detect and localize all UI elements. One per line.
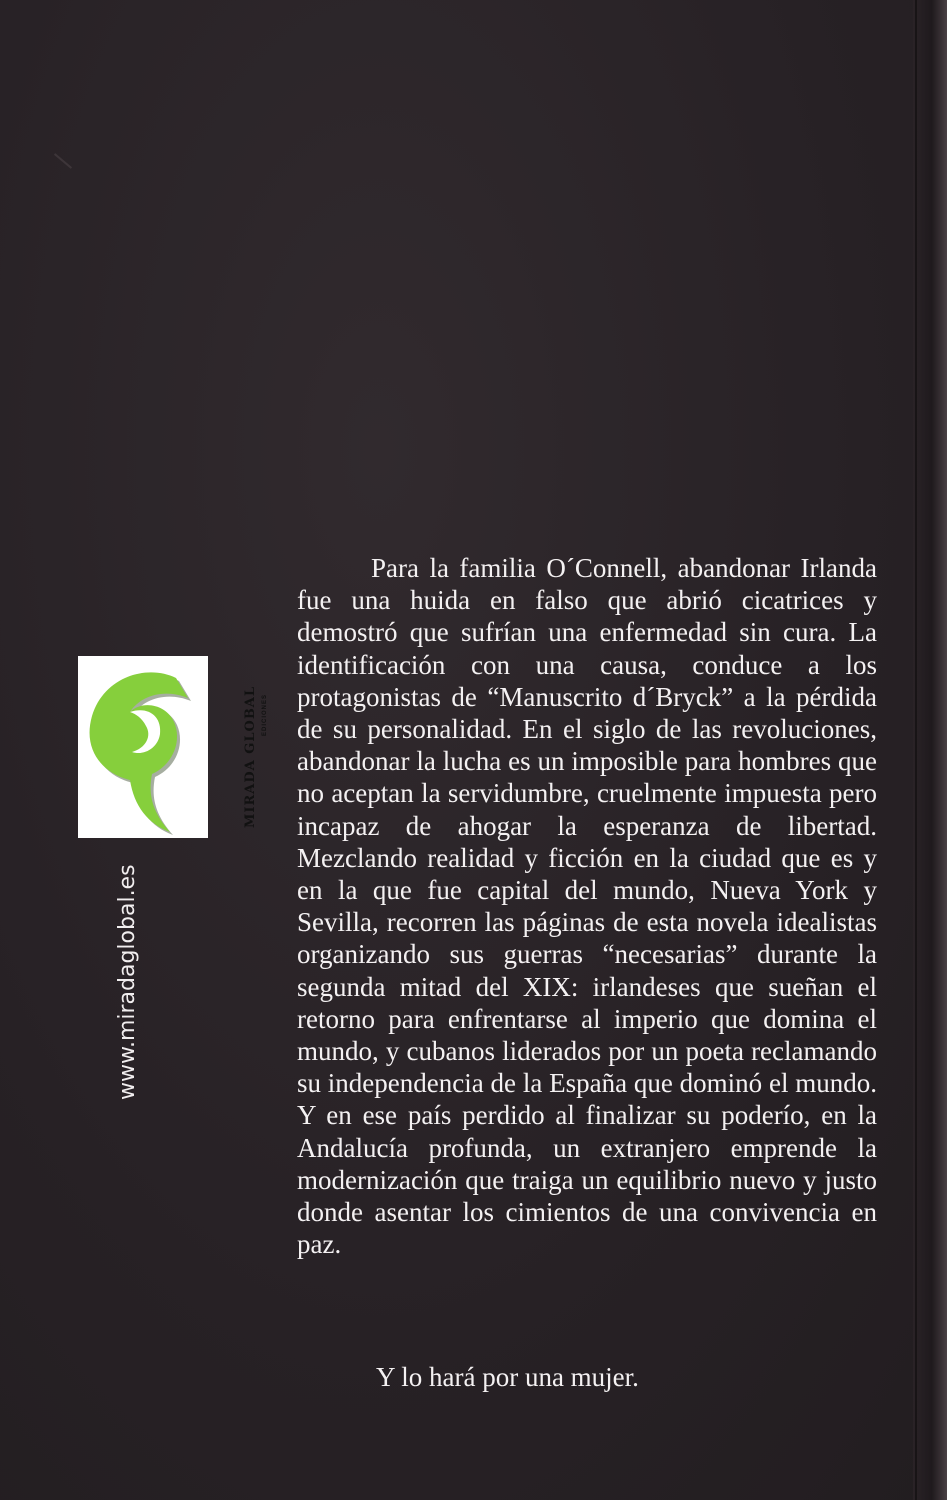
spine-fold-line — [915, 0, 917, 1500]
green-comma-swirl-logo-icon — [78, 656, 208, 838]
publisher-name: MIRADA GLOBAL EDICIONES — [244, 668, 274, 828]
publisher-website: www.miradaglobal.es — [115, 864, 140, 1100]
closing-line: Y lo hará por una mujer. — [376, 1362, 639, 1392]
publisher-subtitle: EDICIONES — [262, 693, 268, 736]
book-spine-edge — [913, 0, 947, 1500]
synopsis-text — [297, 552, 877, 1260]
publisher-logo — [78, 656, 268, 838]
cover-scratch-mark — [54, 153, 72, 169]
synopsis-body: Para la familia O´Connell, abandonar Irlanda fue una huida en falso que abrió cicatrices y demostró que sufrían una enfermedad sin cura. La identificación con una causa, conduce a los protagonistas de “Manuscrito d´Bryck” a la pérdida de su personalidad. En el siglo de las revoluciones, abandonar la lucha es un imposible para hombres que no aceptan la servidumbre, cruelmente impuesta pero incapaz de ahogar la esperanza de libertad. Mezclando realidad y ficción en la ciudad que es y en la que fue capital del mundo, Nueva York y Sevilla, recorren las páginas de esta novela idealistas organizando sus guerras “necesarias” durante la segunda mitad del XIX: irlandeses que sueñan el retorno para enfrentarse al imperio que domina el mundo, y cubanos liderados por un poeta reclamando su independencia de la España que dominó el mundo. Y en ese país perdido al finalizar su poderío, en la Andalucía profunda, un extranjero emprende la modernización que traiga un equilibrio nuevo y justo donde asentar los cimientos de una convivencia en paz. — [297, 553, 877, 1260]
